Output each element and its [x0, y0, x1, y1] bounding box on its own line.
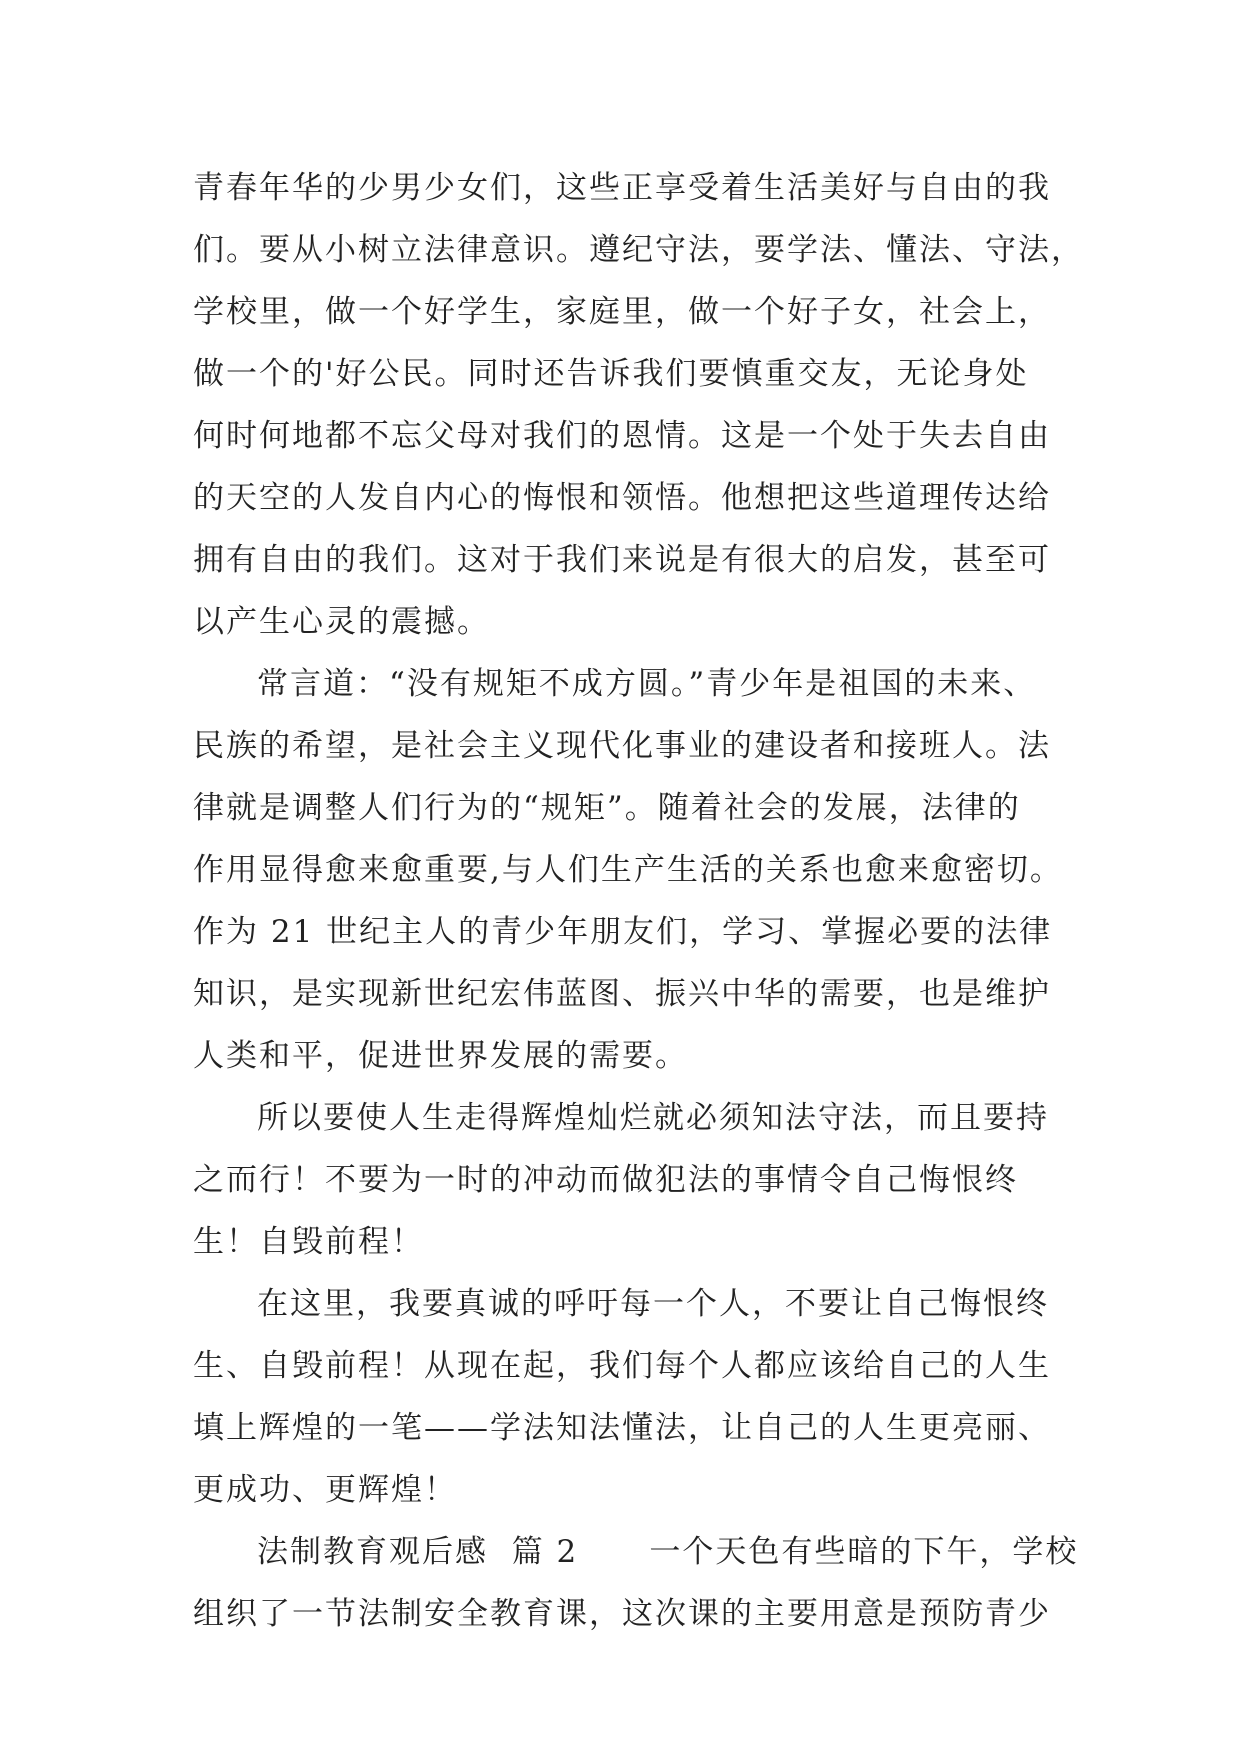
paragraph-start-line: 所以要使人生走得辉煌灿烂就必须知法守法，而且要持	[257, 1100, 1049, 1136]
text-line: 组织了一节法制安全教育课，这次课的主要用意是预防青少	[193, 1596, 1051, 1632]
text-line: 律就是调整人们行为的“规矩”。随着社会的发展，法律的	[193, 790, 1021, 826]
text-line: 更成功、更辉煌！	[193, 1472, 457, 1508]
text-line: 青春年华的少男少女们，这些正享受着生活美好与自由的我	[193, 170, 1051, 206]
text-line: 何时何地都不忘父母对我们的恩情。这是一个处于失去自由	[193, 418, 1051, 454]
text-line: 生！自毁前程！	[193, 1224, 424, 1260]
section-heading-line: 法制教育观后感 篇 2 一个天色有些暗的下午，学校	[257, 1534, 1079, 1570]
text-line: 之而行！不要为一时的冲动而做犯法的事情令自己悔恨终	[193, 1162, 1018, 1198]
paragraph-start-line: 常言道：“没有规矩不成方圆。”青少年是祖国的未来、	[257, 666, 1037, 702]
text-line: 作用显得愈来愈重要,与人们生产生活的关系也愈来愈密切。	[193, 852, 1063, 888]
text-line: 的天空的人发自内心的悔恨和领悟。他想把这些道理传达给	[193, 480, 1051, 516]
text-line: 填上辉煌的一笔——学法知法懂法，让自己的人生更亮丽、	[193, 1410, 1051, 1446]
text-line: 人类和平，促进世界发展的需要。	[193, 1038, 688, 1074]
text-line: 民族的希望，是社会主义现代化事业的建设者和接班人。法	[193, 728, 1051, 764]
text-line: 以产生心灵的震撼。	[193, 604, 490, 640]
text-line: 们。要从小树立法律意识。遵纪守法，要学法、懂法、守法，	[193, 232, 1084, 268]
text-line: 知识，是实现新世纪宏伟蓝图、振兴中华的需要，也是维护	[193, 976, 1051, 1012]
text-line: 生、自毁前程！从现在起，我们每个人都应该给自己的人生	[193, 1348, 1051, 1384]
paragraph-start-line: 在这里，我要真诚的呼吁每一个人，不要让自己悔恨终	[257, 1286, 1049, 1322]
body-text	[193, 157, 1084, 1645]
text-line: 做一个的'好公民。同时还告诉我们要慎重交友，无论身处	[193, 356, 1029, 392]
text-line: 拥有自由的我们。这对于我们来说是有很大的启发，甚至可	[193, 542, 1051, 578]
text-line: 学校里，做一个好学生，家庭里，做一个好子女，社会上，	[193, 294, 1051, 330]
text-line: 作为 21 世纪主人的青少年朋友们，学习、掌握必要的法律	[193, 914, 1053, 950]
